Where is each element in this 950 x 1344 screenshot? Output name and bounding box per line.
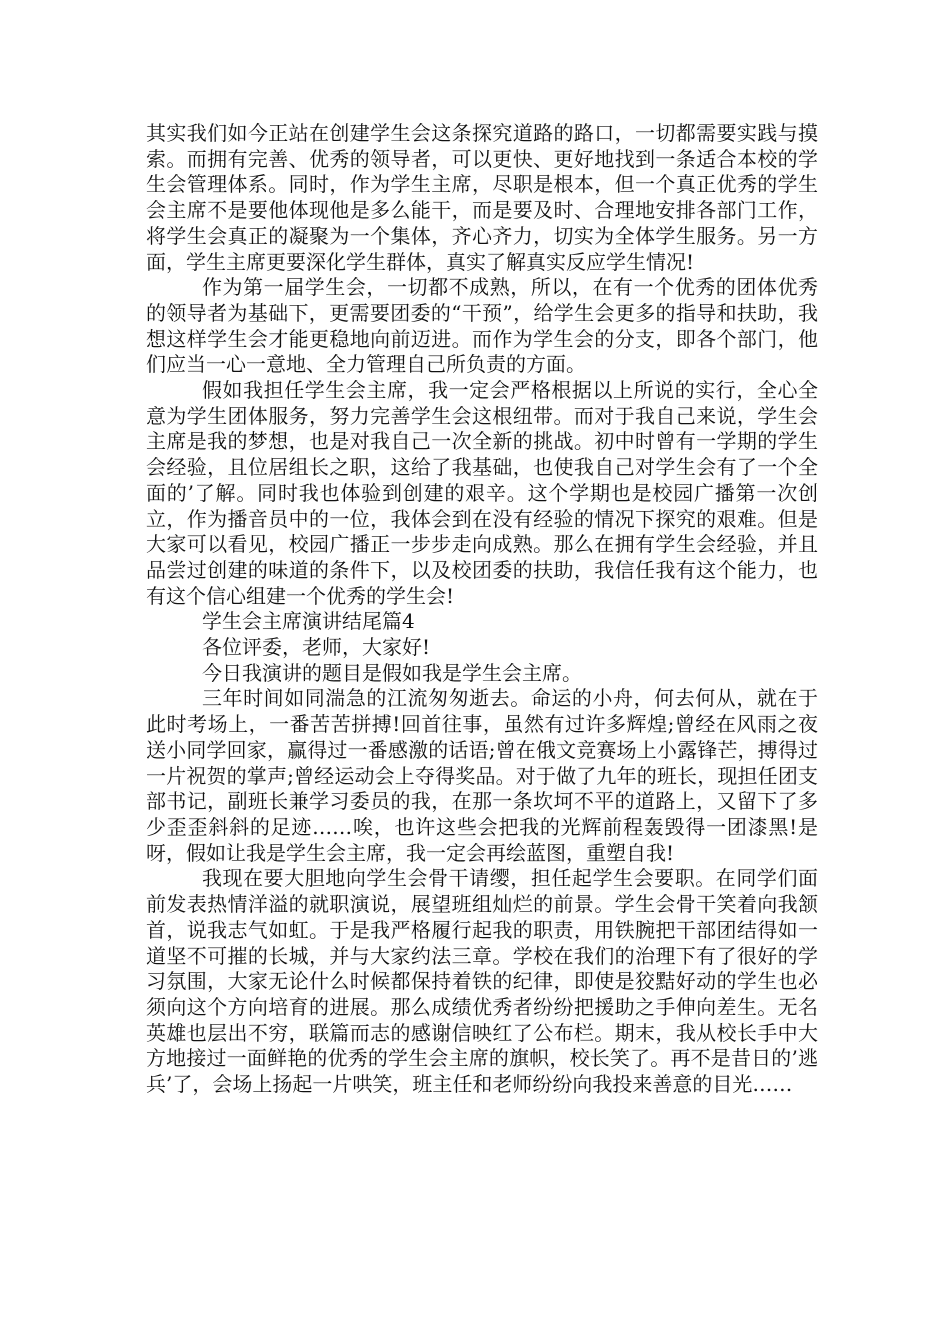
paragraph-1: 其实我们如今正站在创建学生会这条探究道路的路口，一切都需要实践与摸索。而拥有完善、优秀的领导者，可以更快、更好地找到一条适合本校的学生会管理体系。同时，作为学生主席，尽职是根本，但一个真正优秀的学生会主席不是要他体现他是多么能干，而是要及时、合理地安排各部门工作，将学生会真正的凝聚为一个集体，齐心齐力，切实为全体学生服务。另一方面，学生主席更要深化学生群体，真实了解真实反应学生情况! — [146, 121, 818, 274]
paragraph-2: 作为第一届学生会，一切都不成熟，所以，在有一个优秀的团体优秀的领导者为基础下，更需要团委的“干预”，给学生会更多的指导和扶助，我想这样学生会才能更稳地向前迈进。而作为学生会的分支，即各个部门，他们应当一心一意地、全力管理自己所负责的方面。 — [146, 275, 818, 377]
section-heading: 学生会主席演讲结尾篇4 — [202, 609, 415, 634]
topic-line: 今日我演讲的题目是假如我是学生会主席。 — [202, 660, 582, 685]
paragraph-7: 三年时间如同湍急的江流匆匆逝去。命运的小舟，何去何从，就在于此时考场上，一番苦苦拼搏!回首往事，虽然有过许多辉煌;曾经在风雨之夜送小同学回家，赢得过一番感激的话语;曾在俄文竞赛场上小露锋芒，搏得过一片祝贺的掌声;曾经运动会上夺得奖品。对于做了九年的班长，现担任团支部书记，副班长兼学习委员的我，在那一条坎坷不平的道路上，又留下了多少歪歪斜斜的足迹……唉，也许这些会把我的光辉前程轰毁得一团漆黑!是呀，假如让我是学生会主席，我一定会再绘蓝图，重塑自我! — [146, 686, 818, 865]
paragraph-3: 假如我担任学生会主席，我一定会严格根据以上所说的实行，全心全意为学生团体服务，努力完善学生会这根纽带。而对于我自己来说，学生会主席是我的梦想，也是对我自己一次全新的挑战。初中时曾有一学期的学生会经验，且位居组长之职，这给了我基础，也使我自己对学生会有了一个全面的’了解。同时我也体验到创建的艰辛。这个学期也是校园广播第一次创立，作为播音员中的一位，我体会到在没有经验的情况下探究的艰难。但是大家可以看见，校园广播正一步步走向成熟。那么在拥有学生会经验，并且品尝过创建的味道的条件下，以及校团委的扶助，我信任我有这个能力，也有这个信心组建一个优秀的学生会! — [146, 378, 818, 608]
document-body — [146, 121, 818, 1098]
greeting-line: 各位评委，老师，大家好! — [202, 635, 431, 660]
paragraph-8: 我现在要大胆地向学生会骨干请缨，担任起学生会要职。在同学们面前发表热情洋溢的就职演说，展望班组灿烂的前景。学生会骨干笑着向我颔首，说我志气如虹。于是我严格履行起我的职责，用铁腕把干部团结得如一道坚不可摧的长城，并与大家约法三章。学校在我们的治理下有了很好的学习氛围，大家无论什么时候都保持着铁的纪律，即使是狡黠好动的学生也必须向这个方向培育的进展。那么成绩优秀者纷纷把援助之手伸向差生。无名英雄也层出不穷，联篇而志的感谢信映红了公布栏。期末，我从校长手中大方地接过一面鲜艳的优秀的学生会主席的旗帜，校长笑了。再不是昔日的’逃兵’了，会场上扬起一片哄笑，班主任和老师纷纷向我投来善意的目光…… — [146, 866, 818, 1097]
